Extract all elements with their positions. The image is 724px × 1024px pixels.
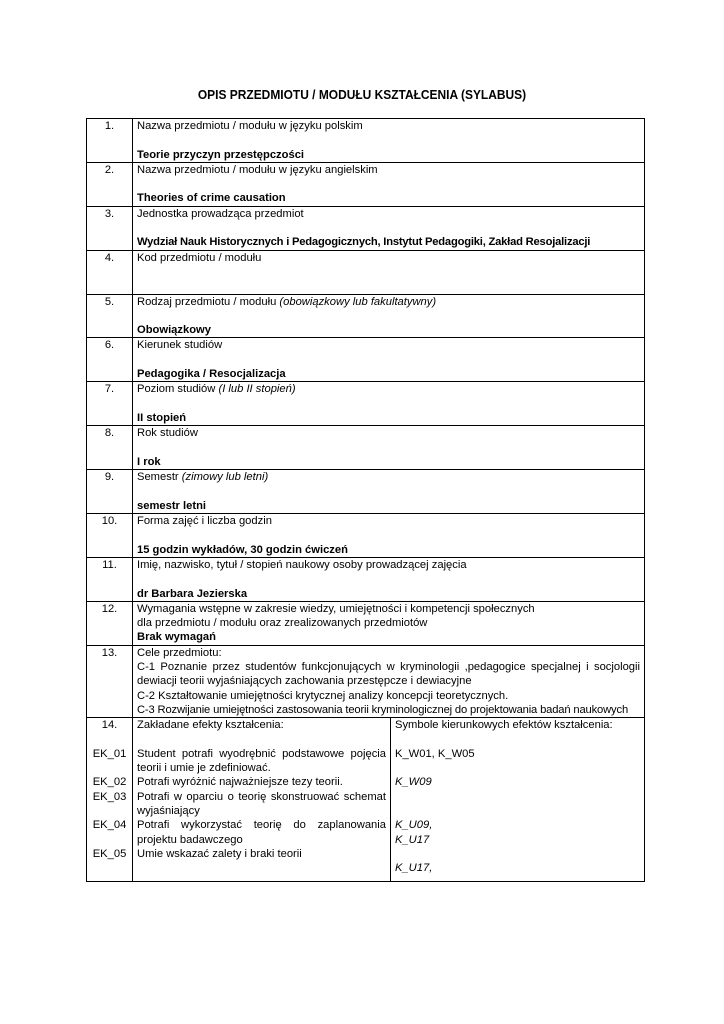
row-value: semestr letni <box>137 499 207 512</box>
row-value: Obowiązkowy <box>137 324 211 337</box>
row-content <box>133 162 645 206</box>
symbols-label: Symbole kierunkowych efektów kształcenia: <box>395 719 613 732</box>
table-row <box>87 601 645 645</box>
row-label: Rok studiów <box>137 427 198 440</box>
row-content <box>133 382 645 426</box>
row-label: Cele przedmiotu: <box>137 646 222 659</box>
row-content <box>133 557 645 601</box>
effect-text: Potrafi wyróżnić najważniejsze tezy teorii. <box>137 776 343 789</box>
row-number: 5. <box>87 294 133 338</box>
effect-text: Potrafi w oparciu o teorię skonstruować schemat wyjaśniający <box>137 790 386 817</box>
row-value: Theories of crime causation <box>137 192 286 205</box>
row-number: 14. <box>101 719 118 732</box>
syllabus-table <box>86 118 645 882</box>
row-number: 6. <box>87 338 133 382</box>
row-content <box>133 470 645 514</box>
row-label: Forma zajęć i liczba godzin <box>137 515 272 528</box>
effect-text: Potrafi wykorzystać teorię do zaplanowania projektu badawczego <box>137 819 386 846</box>
objective-c1: C-1 Poznanie przez studentów funkcjonujących w kryminologii ,pedagogice specjalnej i socjologii dewiacji teorii wyjaśniających zachowania przestępcze i dewiacyjne <box>137 660 641 688</box>
effect-code: EK_03 <box>92 790 127 803</box>
row-content <box>133 645 645 717</box>
row-label: Kierunek studiów <box>137 339 223 352</box>
effect-symbols: K_W09 <box>395 776 432 789</box>
table-row <box>87 338 645 382</box>
row-content <box>133 426 645 470</box>
row-number: 11. <box>87 557 133 601</box>
row-content <box>133 294 645 338</box>
table-row <box>87 294 645 338</box>
row-hint: (obowiązkowy lub fakultatywny) <box>279 295 437 308</box>
row-hint: (zimowy lub letni) <box>181 471 269 484</box>
row-value: 15 godzin wykładów, 30 godzin ćwiczeń <box>137 543 348 556</box>
row-number: 10. <box>87 514 133 558</box>
row-number: 13. <box>87 645 133 717</box>
table-row <box>87 645 645 717</box>
row-label: Kod przedmiotu / modułu <box>137 251 262 264</box>
row-label: Nazwa przedmiotu / modułu w języku polskim <box>137 120 363 132</box>
effect-code: EK_04 <box>92 819 127 832</box>
row-value: dr Barbara Jezierska <box>137 587 248 600</box>
row-number: 8. <box>87 426 133 470</box>
effect-symbols: K_U09, <box>395 819 433 832</box>
table-row <box>87 426 645 470</box>
row-value <box>137 279 640 293</box>
effects-symbols <box>391 718 645 882</box>
row-value: Pedagogika / Resocjalizacja <box>137 368 286 381</box>
row-label: Imię, nazwisko, tytuł / stopień naukowy osoby prowadzącej zajęcia <box>137 558 467 571</box>
effect-symbols: K_W01, K_W05 <box>395 747 475 760</box>
row-hint: (I lub II stopień) <box>218 383 296 396</box>
row-label: Jednostka prowadząca przedmiot <box>137 207 304 220</box>
row-content <box>133 338 645 382</box>
effect-code: EK_05 <box>92 847 127 860</box>
row-content <box>133 601 645 645</box>
objective-c3: C-3 Rozwijanie umiejętności zastosowania teorii kryminologicznej do projektowania badań naukowych <box>137 703 629 716</box>
table-row <box>87 382 645 426</box>
row-label-continued: dla przedmiotu / modułu oraz zrealizowanych przedmiotów <box>137 617 428 630</box>
effect-symbols: K_U17, <box>395 862 433 875</box>
row-value: Teorie przyczyn przestępczości <box>137 148 305 161</box>
objective-c2: C-2 Kształtowanie umiejętności krytycznej analizy koncepcji teoretycznych. <box>137 689 509 702</box>
row-value: Wydział Nauk Historycznych i Pedagogicznych, Instytut Pedagogiki, Zakład Resojalizacji <box>137 236 591 249</box>
row-number: 12. <box>87 601 133 645</box>
row-content <box>133 250 645 294</box>
row-number: 3. <box>87 206 133 250</box>
row-number-effects <box>87 718 133 882</box>
row-number: 9. <box>87 470 133 514</box>
row-content <box>133 206 645 250</box>
row-label: Semestr <box>137 471 182 484</box>
row-content <box>133 119 645 163</box>
table-row <box>87 718 645 882</box>
effects-descriptions <box>133 718 391 882</box>
table-row <box>87 162 645 206</box>
row-label: Nazwa przedmiotu / modułu w języku angielskim <box>137 163 378 176</box>
row-label: Rodzaj przedmiotu / modułu <box>137 295 280 308</box>
effect-text: Umie wskazać zalety i braki teorii <box>137 847 302 860</box>
table-row <box>87 557 645 601</box>
effect-code: EK_01 <box>92 747 127 760</box>
effects-label: Zakładane efekty kształcenia: <box>137 719 284 732</box>
table-row <box>87 470 645 514</box>
row-value: I rok <box>137 455 161 468</box>
document-title: OPIS PRZEDMIOTU / MODUŁU KSZTAŁCENIA (SYLABUS) <box>197 87 527 102</box>
effect-code: EK_02 <box>92 776 127 789</box>
row-content <box>133 514 645 558</box>
table-row <box>87 119 645 163</box>
row-label: Wymagania wstępne w zakresie wiedzy, umiejętności i kompetencji społecznych <box>137 602 535 615</box>
row-number: 1. <box>87 119 133 163</box>
row-number: 4. <box>87 250 133 294</box>
row-value: II stopień <box>137 411 187 424</box>
table-row <box>87 206 645 250</box>
row-label: Poziom studiów <box>137 383 219 396</box>
effect-text: Student potrafi wyodrębnić podstawowe pojęcia teorii i umie je zdefiniować. <box>137 747 386 775</box>
row-value: Brak wymagań <box>137 631 216 644</box>
effect-symbols: K_U17 <box>395 833 430 846</box>
row-number: 7. <box>87 382 133 426</box>
row-number: 2. <box>87 162 133 206</box>
table-row <box>87 250 645 294</box>
table-row <box>87 514 645 558</box>
